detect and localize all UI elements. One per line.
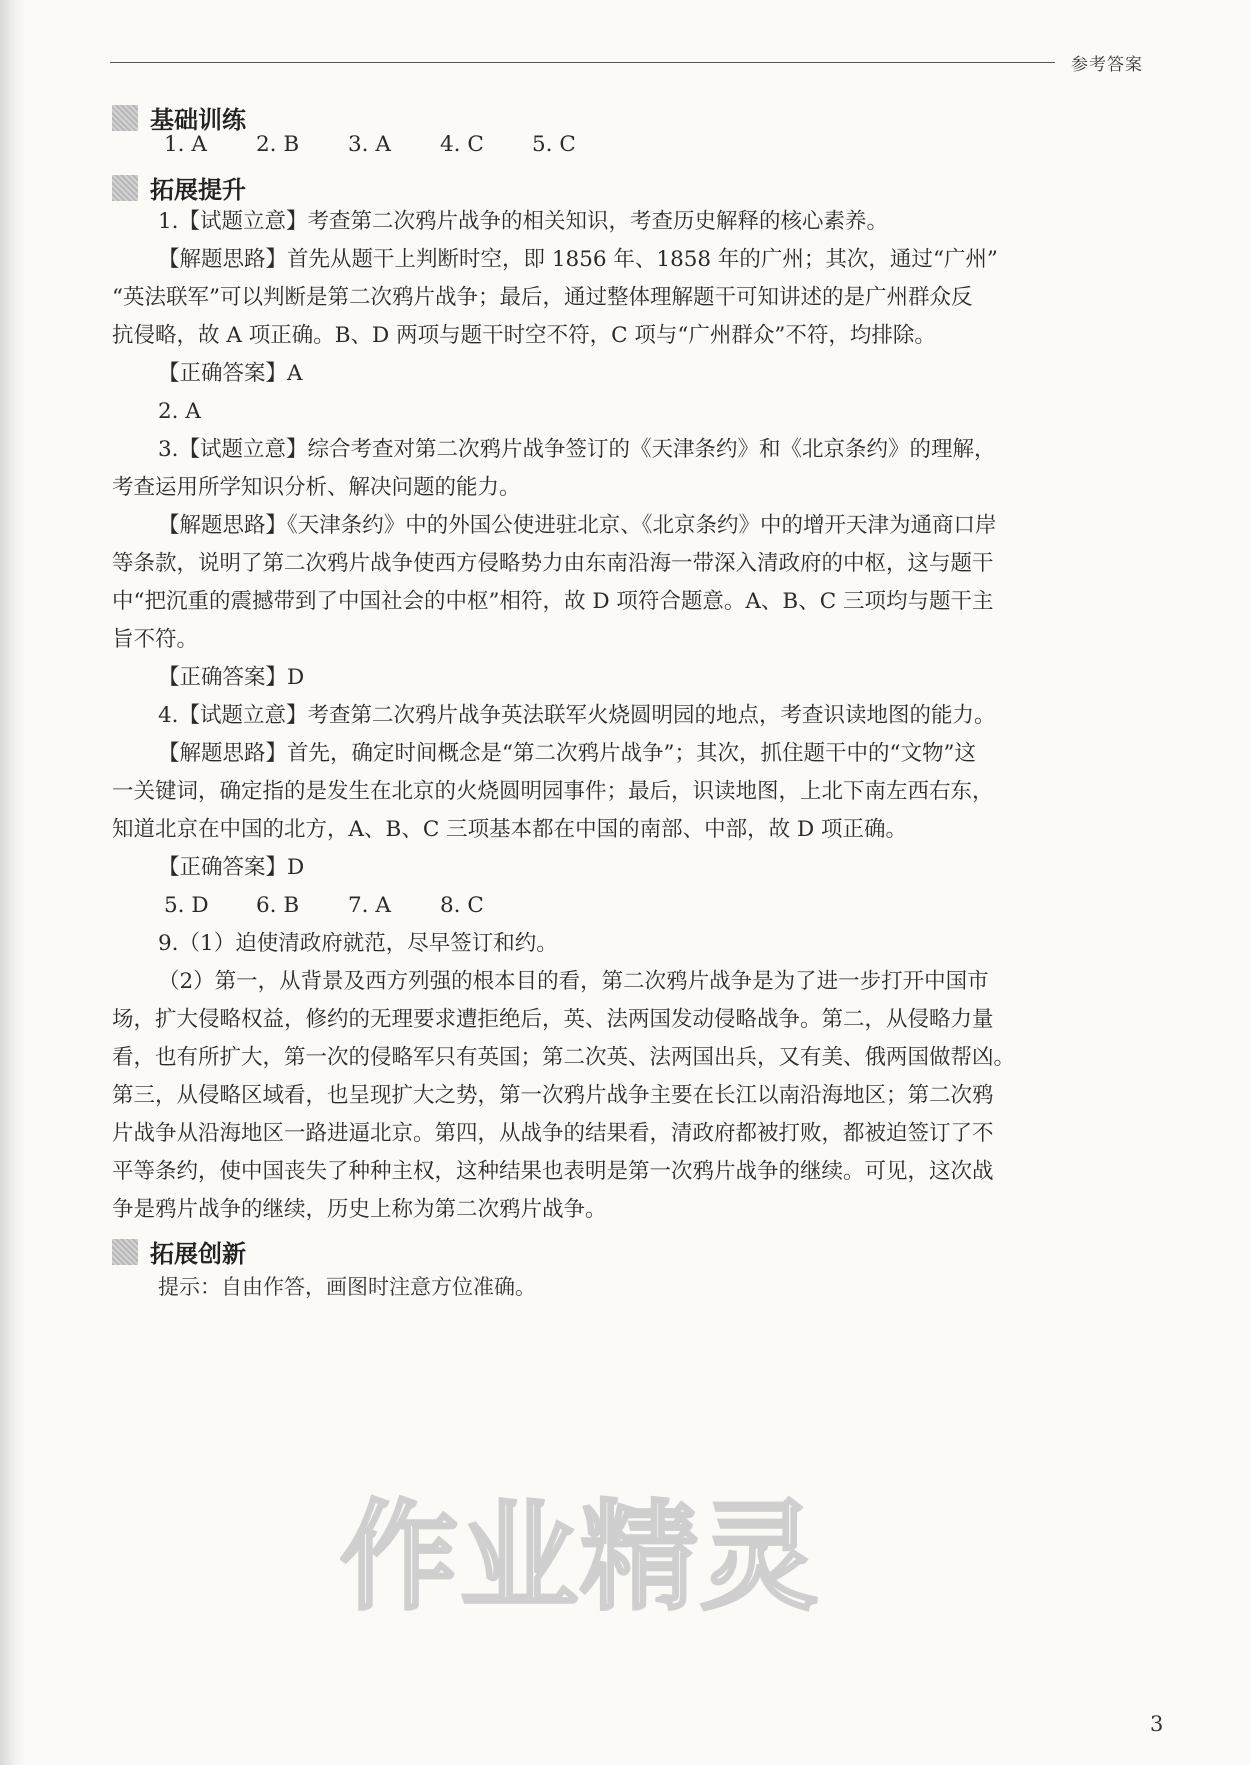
text-line: 1.【试题立意】考查第二次鸦片战争的相关知识，考查历史解释的核心素养。 (158, 209, 889, 234)
answer-item: 4. C (440, 132, 484, 157)
text-line: 抗侵略，故 A 项正确。B、D 两项与题干时空不符，C 项与“广州群众”不符，均排除。 (112, 323, 936, 348)
text-line: 等条款，说明了第二次鸦片战争使西方侵略势力由东南沿海一带深入清政府的中枢，这与题干 (112, 551, 994, 576)
text-line: 【解题思路】首先，确定时间概念是“第二次鸦片战争”；其次，抓住题干中的“文物”这 (158, 741, 976, 766)
answer-item: 5. D (164, 893, 209, 918)
text-line: 【正确答案】D (158, 665, 305, 690)
text-line: 【解题思路】《天津条约》中的外国公使进驻北京、《北京条约》中的增开天津为通商口岸 (158, 513, 997, 538)
section-marker-icon (112, 175, 138, 201)
answer-item: 1. A (164, 132, 207, 157)
text-line: 场，扩大侵略权益，修约的无理要求遭拒绝后，英、法两国发动侵略战争。第二，从侵略力量 (112, 1007, 994, 1032)
section-title: 拓展提升 (150, 176, 246, 204)
text-line: 中“把沉重的震撼带到了中国社会的中枢”相符，故 D 项符合题意。A、B、C 三项均与题干主 (112, 589, 994, 614)
section-title: 拓展创新 (150, 1240, 246, 1268)
watermark-logo (340, 1480, 840, 1630)
watermark-text: 作业精灵 (340, 1488, 821, 1626)
text-line: 旨不符。 (112, 627, 199, 652)
answer-item: 5. C (532, 132, 576, 157)
text-line: （2）第一，从背景及西方列强的根本目的看，第二次鸦片战争是为了进一步打开中国市 (158, 969, 989, 994)
section-marker-icon (112, 1239, 138, 1265)
answer-item: 3. A (348, 132, 391, 157)
section-extend (112, 170, 246, 205)
text-line: “英法联军”可以判断是第二次鸦片战争；最后，通过整体理解题干可知讲述的是广州群众反 (112, 285, 973, 310)
text-line: 9.（1）迫使清政府就范，尽早签订和约。 (158, 931, 558, 956)
text-line: 争是鸦片战争的继续，历史上称为第二次鸦片战争。 (112, 1197, 607, 1222)
header-title: 参考答案 (1071, 55, 1143, 75)
text-line: 4.【试题立意】考查第二次鸦片战争英法联军火烧圆明园的地点，考查识读地图的能力。 (158, 703, 996, 728)
section-title: 基础训练 (150, 106, 246, 134)
text-line: 3.【试题立意】综合考查对第二次鸦片战争签订的《天津条约》和《北京条约》的理解， (158, 437, 996, 462)
answer-item: 2. B (256, 132, 300, 157)
text-line: 看，也有所扩大，第一次的侵略军只有英国；第二次英、法两国出兵，又有美、俄两国做帮凶。 (112, 1045, 1016, 1070)
answer-item: 8. C (440, 893, 484, 918)
page-binding-shadow (0, 0, 26, 1765)
text-line: 第三，从侵略区域看，也呈现扩大之势，第一次鸦片战争主要在长江以南沿海地区；第二次鸦 (112, 1083, 994, 1108)
text-line: 片战争从沿海地区一路进逼北京。第四，从战争的结果看，清政府都被打败，都被迫签订了不 (112, 1121, 994, 1146)
answer-item: 7. A (348, 893, 391, 918)
page-number: 3 (1150, 1712, 1164, 1736)
section-innovate (112, 1234, 246, 1269)
text-line: 平等条约，使中国丧失了种种主权，这种结果也表明是第一次鸦片战争的继续。可见，这次战 (112, 1159, 994, 1184)
hint-text: 提示：自由作答，画图时注意方位准确。 (158, 1275, 536, 1299)
header-rule (110, 62, 1055, 63)
text-line: 【解题思路】首先从题干上判断时空，即 1856 年、1858 年的广州；其次，通过“广州” (158, 247, 998, 272)
text-line: 2. A (158, 399, 201, 424)
text-line: 知道北京在中国的北方，A、B、C 三项基本都在中国的南部、中部，故 D 项正确。 (112, 817, 908, 842)
text-line: 一关键词，确定指的是发生在北京的火烧圆明园事件；最后，识读地图，上北下南左西右东， (112, 779, 994, 804)
answer-item: 6. B (256, 893, 300, 918)
text-line: 【正确答案】A (158, 361, 303, 386)
section-marker-icon (112, 105, 138, 131)
text-line: 【正确答案】D (158, 855, 305, 880)
basic-answers (164, 130, 624, 160)
answers-5-to-8 (164, 891, 532, 921)
text-line: 考查运用所学知识分析、解决问题的能力。 (112, 475, 521, 500)
